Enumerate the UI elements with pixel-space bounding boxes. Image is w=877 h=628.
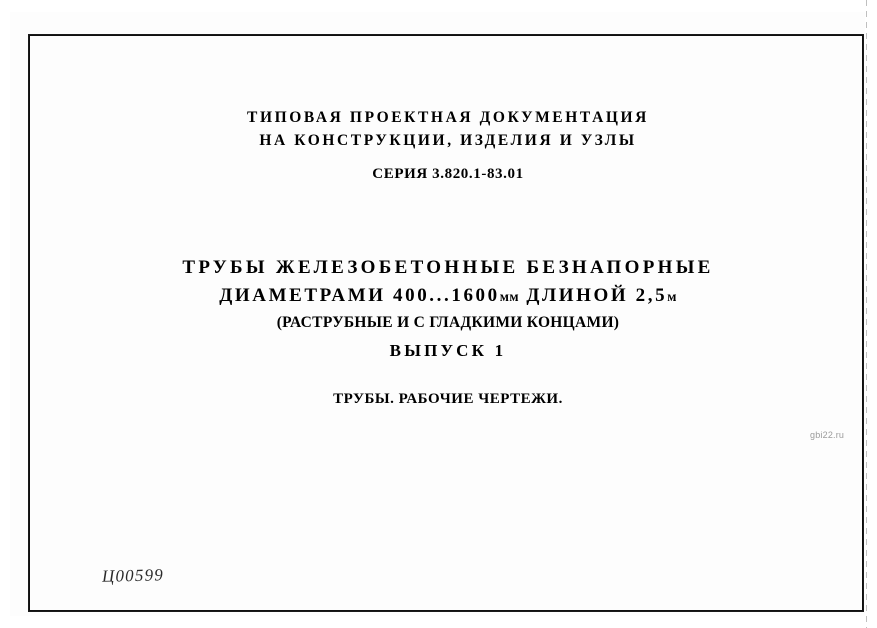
title-line-2 [30, 282, 866, 311]
archive-number-handwritten: Ц00599 [101, 565, 165, 586]
scan-artifact-edge-secondary [862, 430, 863, 540]
title-block [30, 254, 866, 408]
header-block [30, 106, 866, 183]
title-line-2-diameters: ДИАМЕТРАМИ 400...1600 [219, 285, 500, 306]
page-border-frame [28, 34, 864, 612]
site-watermark: gbi22.ru [810, 430, 845, 440]
series-number: СЕРИЯ 3.820.1-83.01 [372, 166, 524, 182]
title-page-content [30, 36, 866, 614]
header-line-2: НА КОНСТРУКЦИИ, ИЗДЕЛИЯ И УЗЛЫ [259, 132, 637, 149]
title-line-1: ТРУБЫ ЖЕЛЕЗОБЕТОННЫЕ БЕЗНАПОРНЫЕ [182, 257, 714, 278]
header-line-1: ТИПОВАЯ ПРОЕКТНАЯ ДОКУМЕНТАЦИЯ [247, 109, 649, 126]
title-line-4-issue: ВЫПУСК 1 [389, 341, 507, 360]
title-line-2-unit-m: м [667, 289, 677, 304]
title-line-3: (РАСТРУБНЫЕ И С ГЛАДКИМИ КОНЦАМИ) [276, 314, 620, 331]
title-line-2-unit-mm: мм [499, 289, 519, 304]
title-subtitle: ТРУБЫ. РАБОЧИЕ ЧЕРТЕЖИ. [333, 391, 563, 407]
scanned-sheet [10, 12, 865, 616]
scan-artifact-edge [866, 0, 867, 628]
title-line-2-length: ДЛИНОЙ 2,5 [526, 285, 668, 306]
